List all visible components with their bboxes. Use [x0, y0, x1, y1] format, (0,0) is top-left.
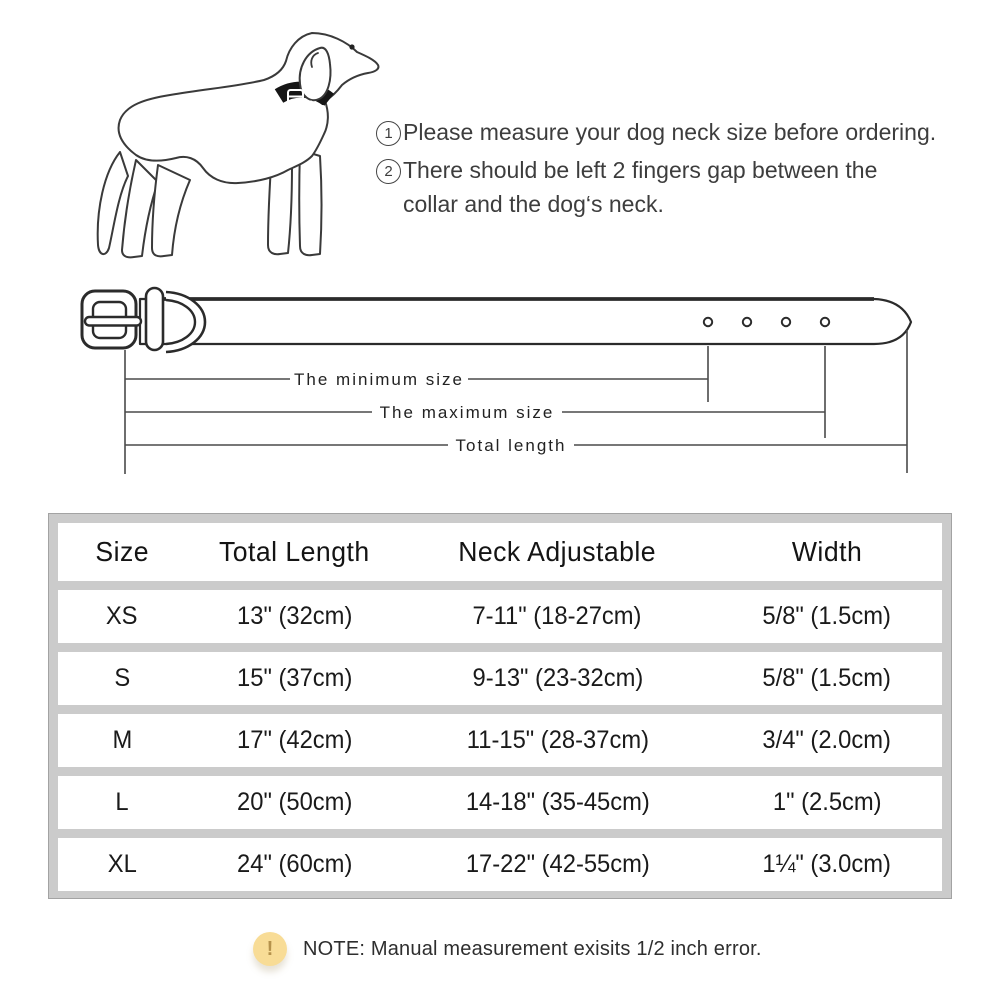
cell-neck-adjustable: 9-13" (23-32cm) — [472, 664, 643, 692]
total-length-label: Total length — [455, 436, 567, 455]
dog-hind-leg-near — [152, 165, 190, 256]
cell-size: XS — [106, 602, 138, 630]
dog-eye — [349, 44, 354, 49]
dog-illustration — [98, 33, 379, 257]
table-row-xs — [58, 590, 942, 643]
collar-strap — [140, 299, 911, 344]
diagram-canvas — [0, 0, 1000, 480]
cell-neck-adjustable: 14-18" (35-45cm) — [465, 788, 650, 816]
cell-size: S — [114, 664, 131, 692]
circled-1-icon: 1 — [376, 121, 401, 146]
cell-size: L — [115, 788, 129, 816]
dog-body — [119, 33, 379, 183]
exclamation-icon: ! — [253, 932, 287, 966]
min-size-label: The minimum size — [294, 370, 464, 389]
header-size: Size — [95, 536, 149, 567]
cell-width: 3/4" (2.0cm) — [762, 726, 892, 754]
collar-buckle-pin — [85, 317, 141, 326]
circled-2-icon: 2 — [376, 159, 401, 184]
table-row-s — [58, 652, 942, 705]
cell-neck-adjustable: 11-15" (28-37cm) — [466, 726, 649, 754]
instruction-item-1 — [376, 116, 976, 149]
collar-product-diagram — [82, 288, 911, 352]
cell-size: M — [112, 726, 132, 754]
instruction-text-1: Please measure your dog neck size before ordering. — [403, 119, 937, 145]
instruction-item-2 — [376, 154, 976, 221]
table-row-m — [58, 714, 942, 767]
table-header-row — [58, 523, 942, 581]
cell-width: 5/8" (1.5cm) — [762, 602, 892, 630]
cell-neck-adjustable: 7-11" (18-27cm) — [472, 602, 642, 630]
table-row-l — [58, 776, 942, 829]
instruction-text-2: There should be left 2 fingers gap between the collar and the dog‘s neck. — [403, 157, 878, 217]
cell-total-length: 24" (60cm) — [236, 850, 353, 878]
cell-neck-adjustable: 17-22" (42-55cm) — [465, 850, 650, 878]
max-size-label: The maximum size — [379, 403, 555, 422]
instructions — [376, 116, 976, 226]
collar-keeper — [146, 288, 163, 350]
note-text: NOTE: Manual measurement exisits 1/2 inch error. — [303, 937, 762, 960]
cell-total-length: 15" (37cm) — [236, 664, 353, 692]
dog-front-leg-near — [299, 150, 321, 255]
cell-width: 5/8" (1.5cm) — [762, 664, 892, 692]
cell-width: 1¼" (3.0cm) — [762, 850, 892, 878]
header-width: Width — [791, 536, 863, 567]
cell-size: XL — [107, 850, 137, 878]
size-table — [48, 513, 952, 899]
header-neck-adjustable: Neck Adjustable — [458, 536, 657, 567]
cell-total-length: 20" (50cm) — [236, 788, 353, 816]
table-row-xl — [58, 838, 942, 891]
cell-total-length: 17" (42cm) — [236, 726, 353, 754]
cell-total-length: 13" (32cm) — [236, 602, 353, 630]
cell-width: 1" (2.5cm) — [772, 788, 882, 816]
note — [253, 932, 762, 966]
header-total-length: Total Length — [219, 536, 370, 567]
